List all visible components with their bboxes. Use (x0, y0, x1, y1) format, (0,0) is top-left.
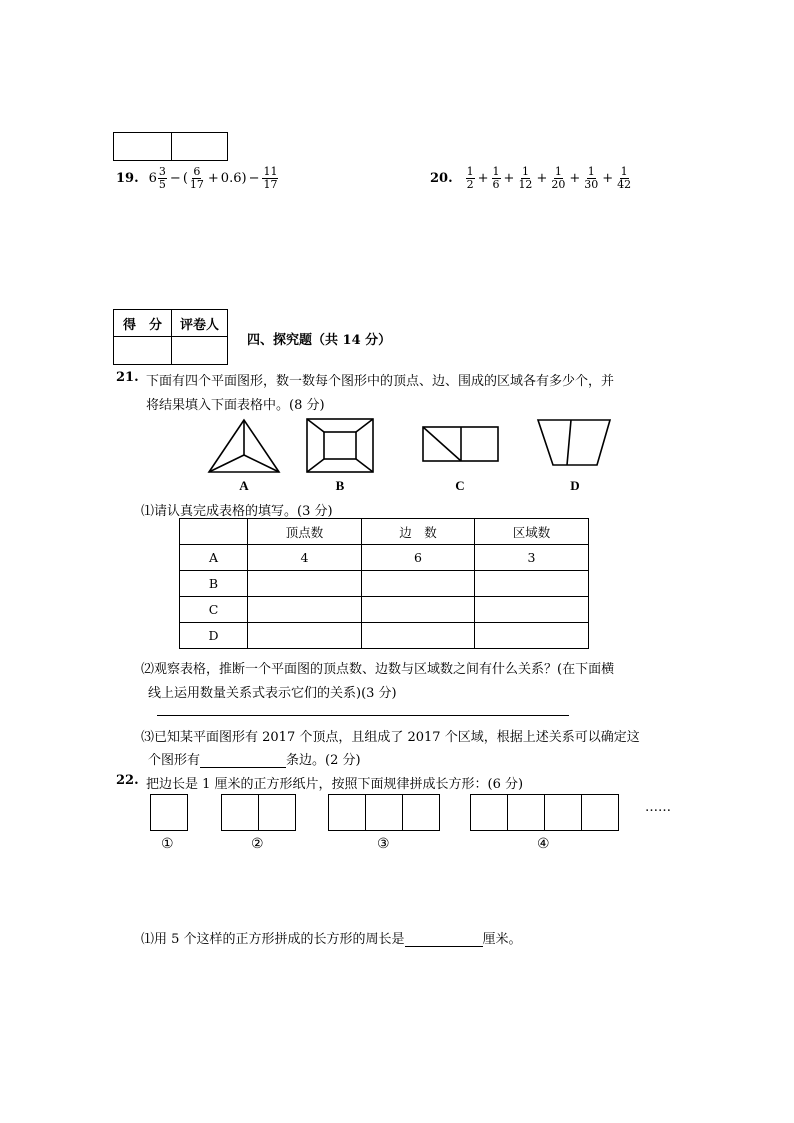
table-row (180, 571, 589, 597)
square (258, 794, 296, 831)
sub-question-3-cont: 个图形有 条边。(2 分) (148, 753, 361, 768)
fraction: $\frac{11}{17}$ (263, 165, 278, 191)
sub-question-2-cont: 线上运用数量关系式表示它们的关系)(3 分) (148, 686, 397, 701)
sub-question-2: ⑵观察表格，推断一个平面图的顶点数、边数与区域数之间有什么关系？(在下面横 (141, 662, 615, 677)
square (150, 794, 188, 831)
row-label: A (180, 545, 248, 571)
operator: − (169, 171, 181, 186)
question-number: 19. (116, 171, 139, 186)
table-cell[interactable] (248, 571, 362, 597)
sub-question-3: ⑶已知某平面图形有 2017 个顶点，且组成了 2017 个区域，根据上述关系可以确定这 (141, 730, 640, 745)
table-cell[interactable] (475, 597, 589, 623)
answer-blank[interactable] (405, 946, 483, 947)
fraction: $\frac{3}{5}$ (158, 165, 166, 191)
decimal: 0.6 (220, 171, 242, 186)
figure-label: C (455, 478, 465, 493)
pattern-label: ③ (377, 836, 390, 852)
section-score-box (113, 309, 228, 365)
question-number: 20. (430, 171, 453, 186)
figure-b (307, 419, 373, 472)
row-label: D (180, 623, 248, 649)
operator: + (503, 171, 515, 186)
figure-label: A (239, 478, 249, 493)
header-cell (180, 519, 248, 545)
table-cell[interactable] (362, 623, 475, 649)
table-cell[interactable] (248, 597, 362, 623)
table-row (180, 597, 589, 623)
square (402, 794, 440, 831)
square (365, 794, 403, 831)
question-text: 把边长是 1 厘米的正方形纸片，按照下面规律拼成长方形：(6 分) (146, 777, 524, 792)
header-cell: 顶点数 (248, 519, 362, 545)
fraction: $\frac{1}{2}$ (466, 165, 474, 191)
q22-sub-question-1: ⑴用 5 个这样的正方形拼成的长方形的周长是 厘米。 (141, 932, 522, 947)
table-cell[interactable] (475, 571, 589, 597)
score-cell[interactable] (114, 337, 172, 365)
paren: ( (182, 171, 188, 186)
question-number: 21. (116, 370, 139, 385)
table-cell[interactable]: 6 (362, 545, 475, 571)
figure-c (423, 427, 498, 461)
fraction: $\frac{1}{6}$ (492, 165, 500, 191)
fraction: $\frac{1}{30}$ (584, 165, 599, 191)
pattern-label: ② (251, 836, 264, 852)
square (221, 794, 259, 831)
whole-number: 6 (148, 171, 157, 186)
operator: + (207, 171, 219, 186)
square (470, 794, 508, 831)
operator: + (536, 171, 548, 186)
figures-abcd (205, 415, 635, 495)
table-cell[interactable] (362, 597, 475, 623)
row-label: B (180, 571, 248, 597)
top-score-box (113, 132, 228, 161)
fraction: $\frac{1}{42}$ (617, 165, 632, 191)
paren: ) (241, 171, 247, 186)
ellipsis: …… (645, 800, 671, 815)
question-number: 22. (116, 773, 139, 788)
results-table (179, 518, 589, 649)
table-cell[interactable] (362, 571, 475, 597)
header-cell: 边 数 (362, 519, 475, 545)
square (328, 794, 366, 831)
operator: + (477, 171, 489, 186)
operator: + (569, 171, 581, 186)
grader-label: 评卷人 (172, 310, 228, 337)
question-text: 下面有四个平面图形，数一数每个图形中的顶点、边、围成的区域各有多少个，并 (146, 374, 615, 389)
table-cell[interactable] (248, 623, 362, 649)
section-title: 四、探究题（共 14 分） (247, 333, 392, 348)
answer-line[interactable] (157, 715, 569, 716)
operator: − (248, 171, 260, 186)
figure-a (209, 420, 279, 472)
header-cell: 区域数 (475, 519, 589, 545)
figure-d (538, 420, 610, 465)
table-header-row (180, 519, 589, 545)
square (544, 794, 582, 831)
table-cell[interactable]: 3 (475, 545, 589, 571)
score-cell[interactable] (114, 133, 172, 161)
square (507, 794, 545, 831)
fraction: $\frac{1}{20}$ (551, 165, 566, 191)
table-cell[interactable] (475, 623, 589, 649)
fraction: $\frac{1}{12}$ (518, 165, 533, 191)
pattern-label: ① (161, 836, 174, 852)
sub-question-1: ⑴请认真完成表格的填写。(3 分) (141, 504, 333, 519)
grader-cell[interactable] (172, 337, 228, 365)
question-text: 将结果填入下面表格中。(8 分) (146, 398, 325, 413)
table-row (180, 545, 589, 571)
question-20 (430, 166, 633, 191)
score-label: 得 分 (114, 310, 172, 337)
table-cell[interactable]: 4 (248, 545, 362, 571)
square (581, 794, 619, 831)
pattern-label: ④ (537, 836, 550, 852)
fraction: $\frac{6}{17}$ (189, 165, 204, 191)
figure-label: D (570, 478, 580, 493)
score-cell[interactable] (172, 133, 228, 161)
operator: + (602, 171, 614, 186)
figure-label: B (335, 478, 345, 493)
question-19 (116, 166, 279, 191)
table-row (180, 623, 589, 649)
answer-blank[interactable] (200, 767, 286, 768)
row-label: C (180, 597, 248, 623)
